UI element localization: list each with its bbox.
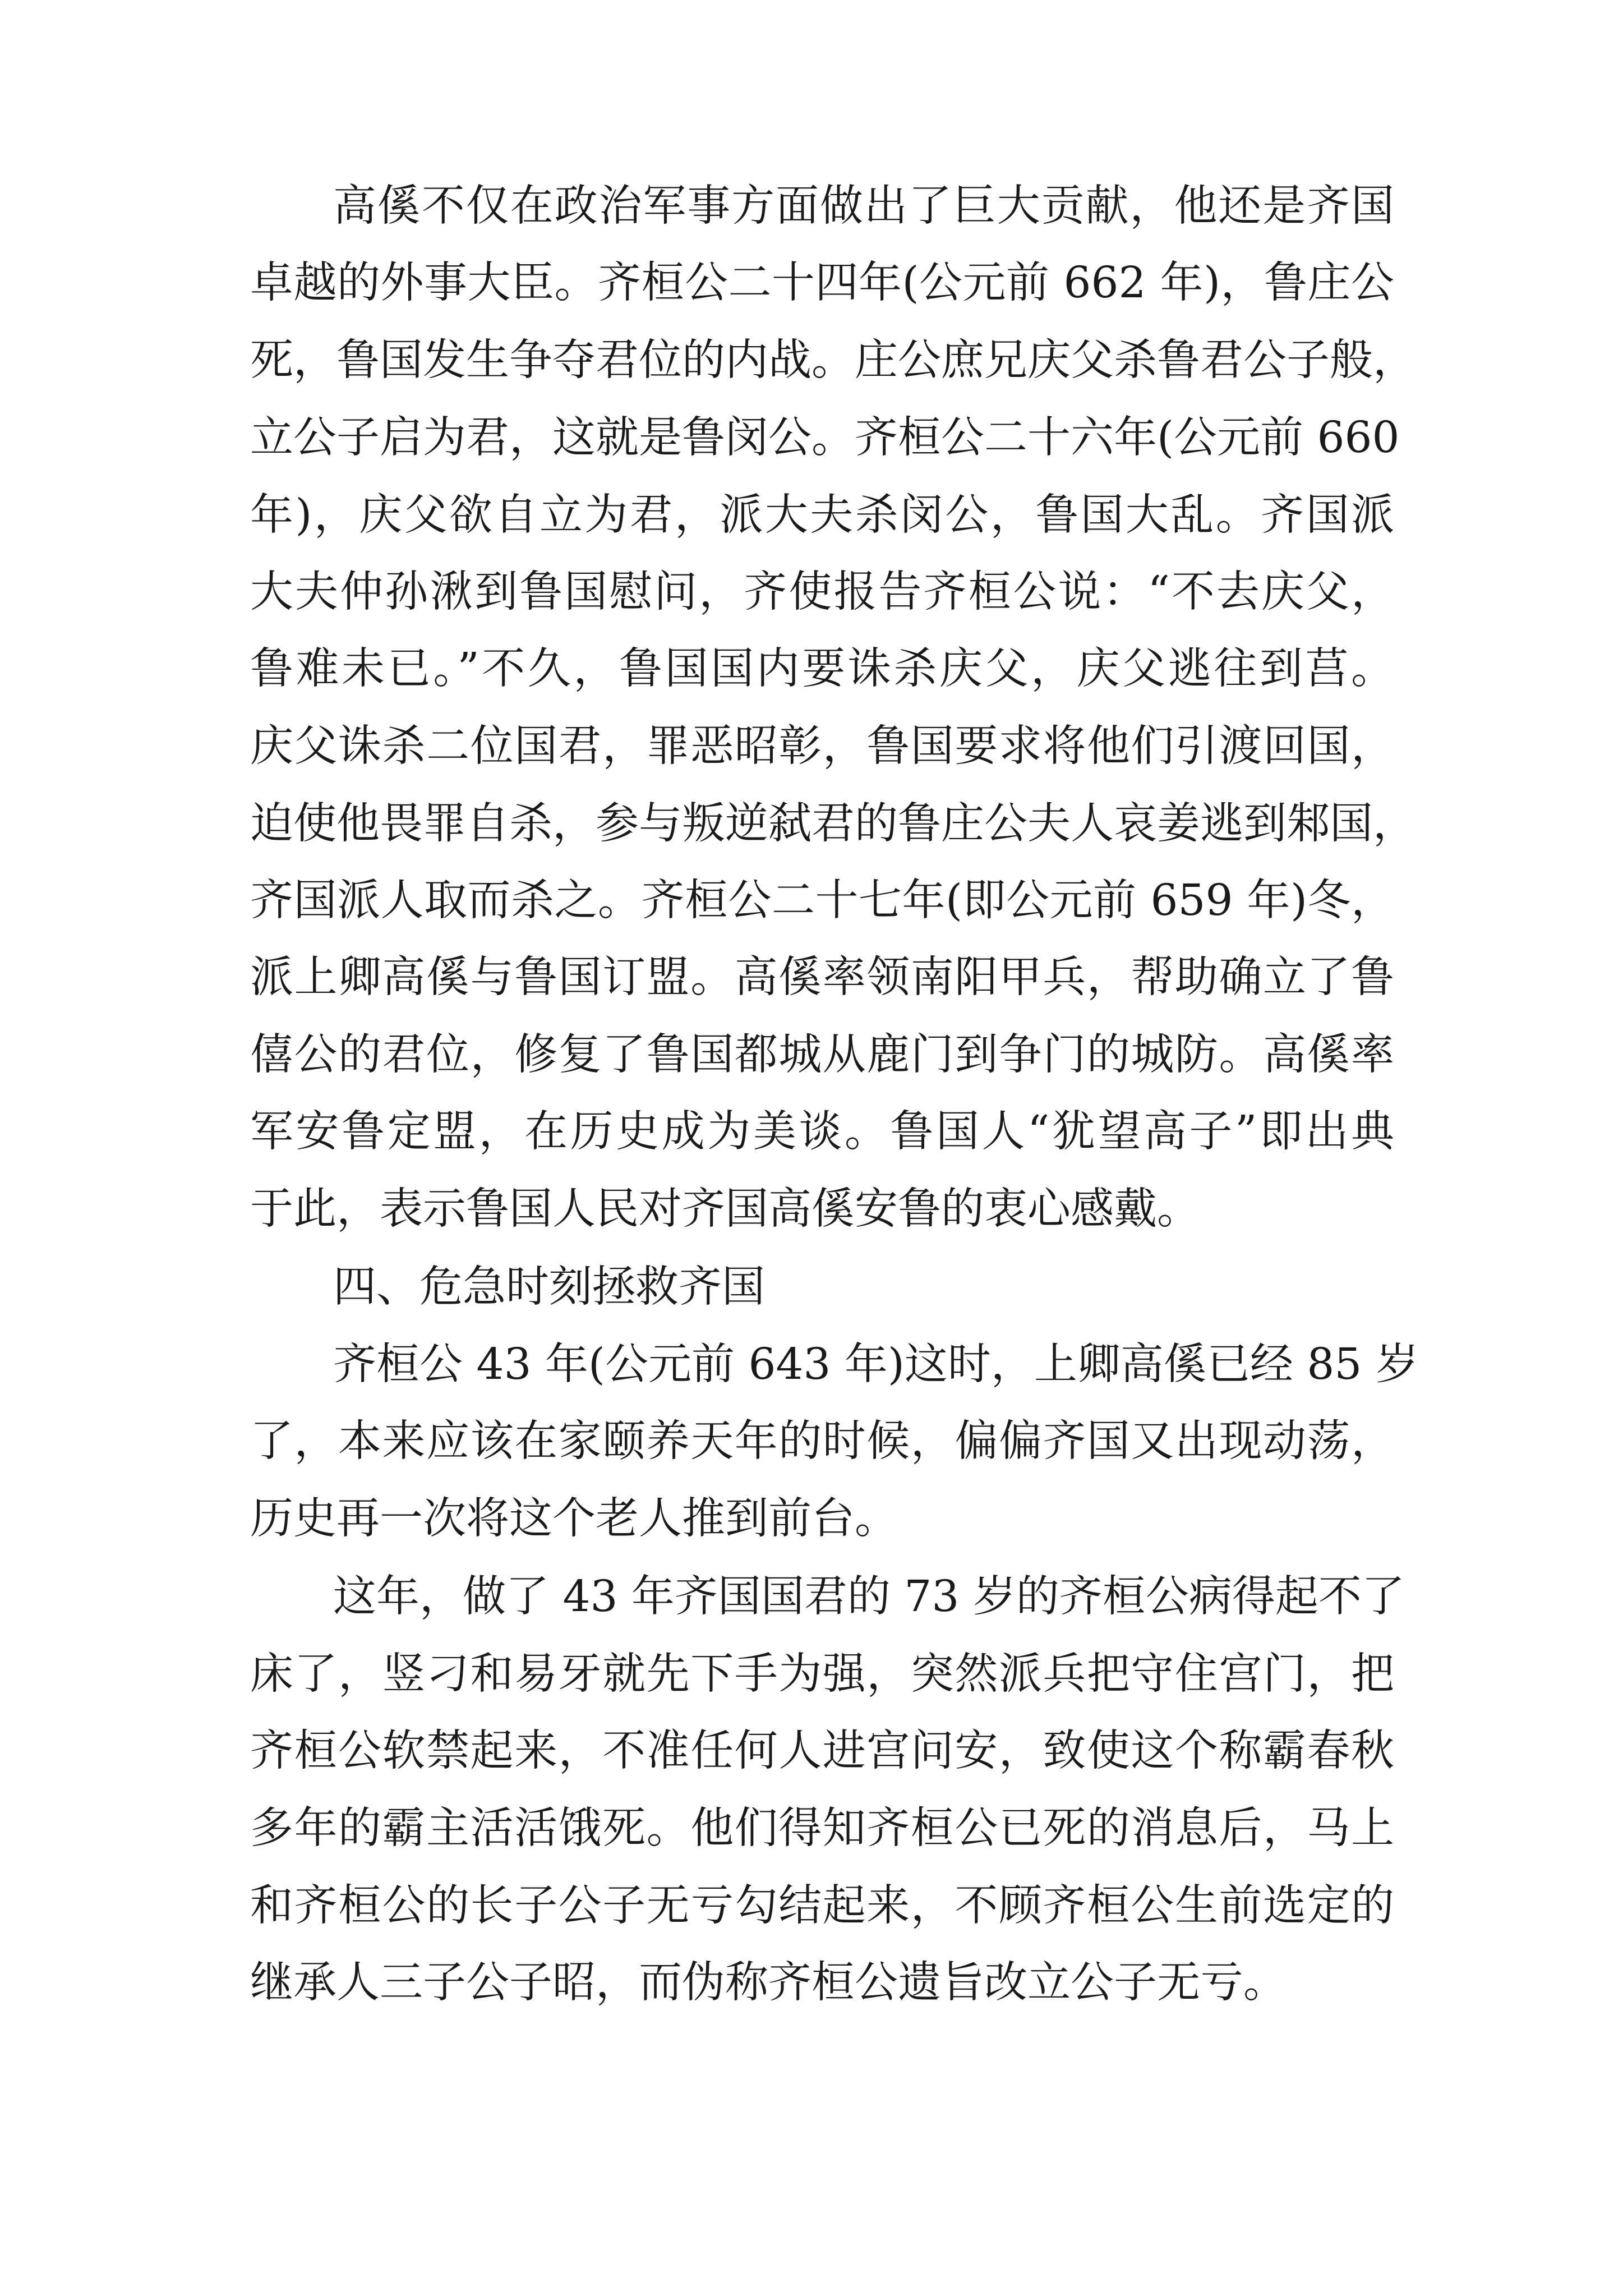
text-line: 大夫仲孙湫到鲁国慰问，齐使报告齐桓公说：“不去庆父， [250, 567, 1394, 617]
text-line: 僖公的君位，修复了鲁国都城从鹿门到争门的城防。高傒率 [250, 1030, 1394, 1080]
text-line: 迫使他畏罪自杀，参与叛逆弑君的鲁庄公夫人哀姜逃到邾国， [250, 799, 1416, 849]
text-line: 高傒不仅在政治军事方面做出了巨大贡献，他还是齐国 [333, 181, 1394, 231]
text-line: 齐国派人取而杀之。齐桓公二十七年(即公元前 659 年)冬， [250, 876, 1394, 926]
text-line: 年)，庆父欲自立为君，派大夫杀闵公，鲁国大乱。齐国派 [250, 490, 1394, 540]
text-line: 四、危急时刻拯救齐国 [333, 1262, 765, 1312]
text-line: 这年，做了 43 年齐国国君的 73 岁的齐桓公病得起不了 [333, 1572, 1405, 1622]
text-line: 庆父诛杀二位国君，罪恶昭彰，鲁国要求将他们引渡回国， [250, 721, 1394, 771]
text-line: 和齐桓公的长子公子无亏勾结起来，不顾齐桓公生前选定的 [250, 1881, 1394, 1931]
text-line: 多年的霸主活活饿死。他们得知齐桓公已死的消息后，马上 [250, 1803, 1394, 1853]
text-line: 死，鲁国发生争夺君位的内战。庄公庶兄庆父杀鲁君公子般， [250, 335, 1416, 385]
text-line: 齐桓公 43 年(公元前 643 年)这时，上卿高傒已经 85 岁 [333, 1340, 1419, 1389]
text-line: 床了，竖刁和易牙就先下手为强，突然派兵把守住宫门，把 [250, 1649, 1394, 1699]
text-line: 齐桓公软禁起来，不准任何人进宫问安，致使这个称霸春秋 [250, 1726, 1394, 1776]
text-line: 鲁难未已。”不久，鲁国国内要诛杀庆父，庆父逃往到莒。 [250, 644, 1394, 694]
text-line: 了，本来应该在家颐养天年的时候，偏偏齐国又出现动荡， [250, 1416, 1394, 1466]
text-line: 军安鲁定盟，在历史成为美谈。鲁国人“犹望高子”即出典 [250, 1107, 1394, 1157]
text-line: 继承人三子公子昭，而伪称齐桓公遗旨改立公子无亏。 [250, 1958, 1287, 2008]
text-line: 派上卿高傒与鲁国订盟。高傒率领南阳甲兵，帮助确立了鲁 [250, 953, 1394, 1002]
text-line: 历史再一次将这个老人推到前台。 [250, 1494, 898, 1544]
text-line: 于此，表示鲁国人民对齐国高傒安鲁的衷心感戴。 [250, 1184, 1200, 1234]
text-line: 卓越的外事大臣。齐桓公二十四年(公元前 662 年)，鲁庄公 [250, 258, 1394, 308]
text-line: 立公子启为君，这就是鲁闵公。齐桓公二十六年(公元前 660 [250, 413, 1400, 463]
